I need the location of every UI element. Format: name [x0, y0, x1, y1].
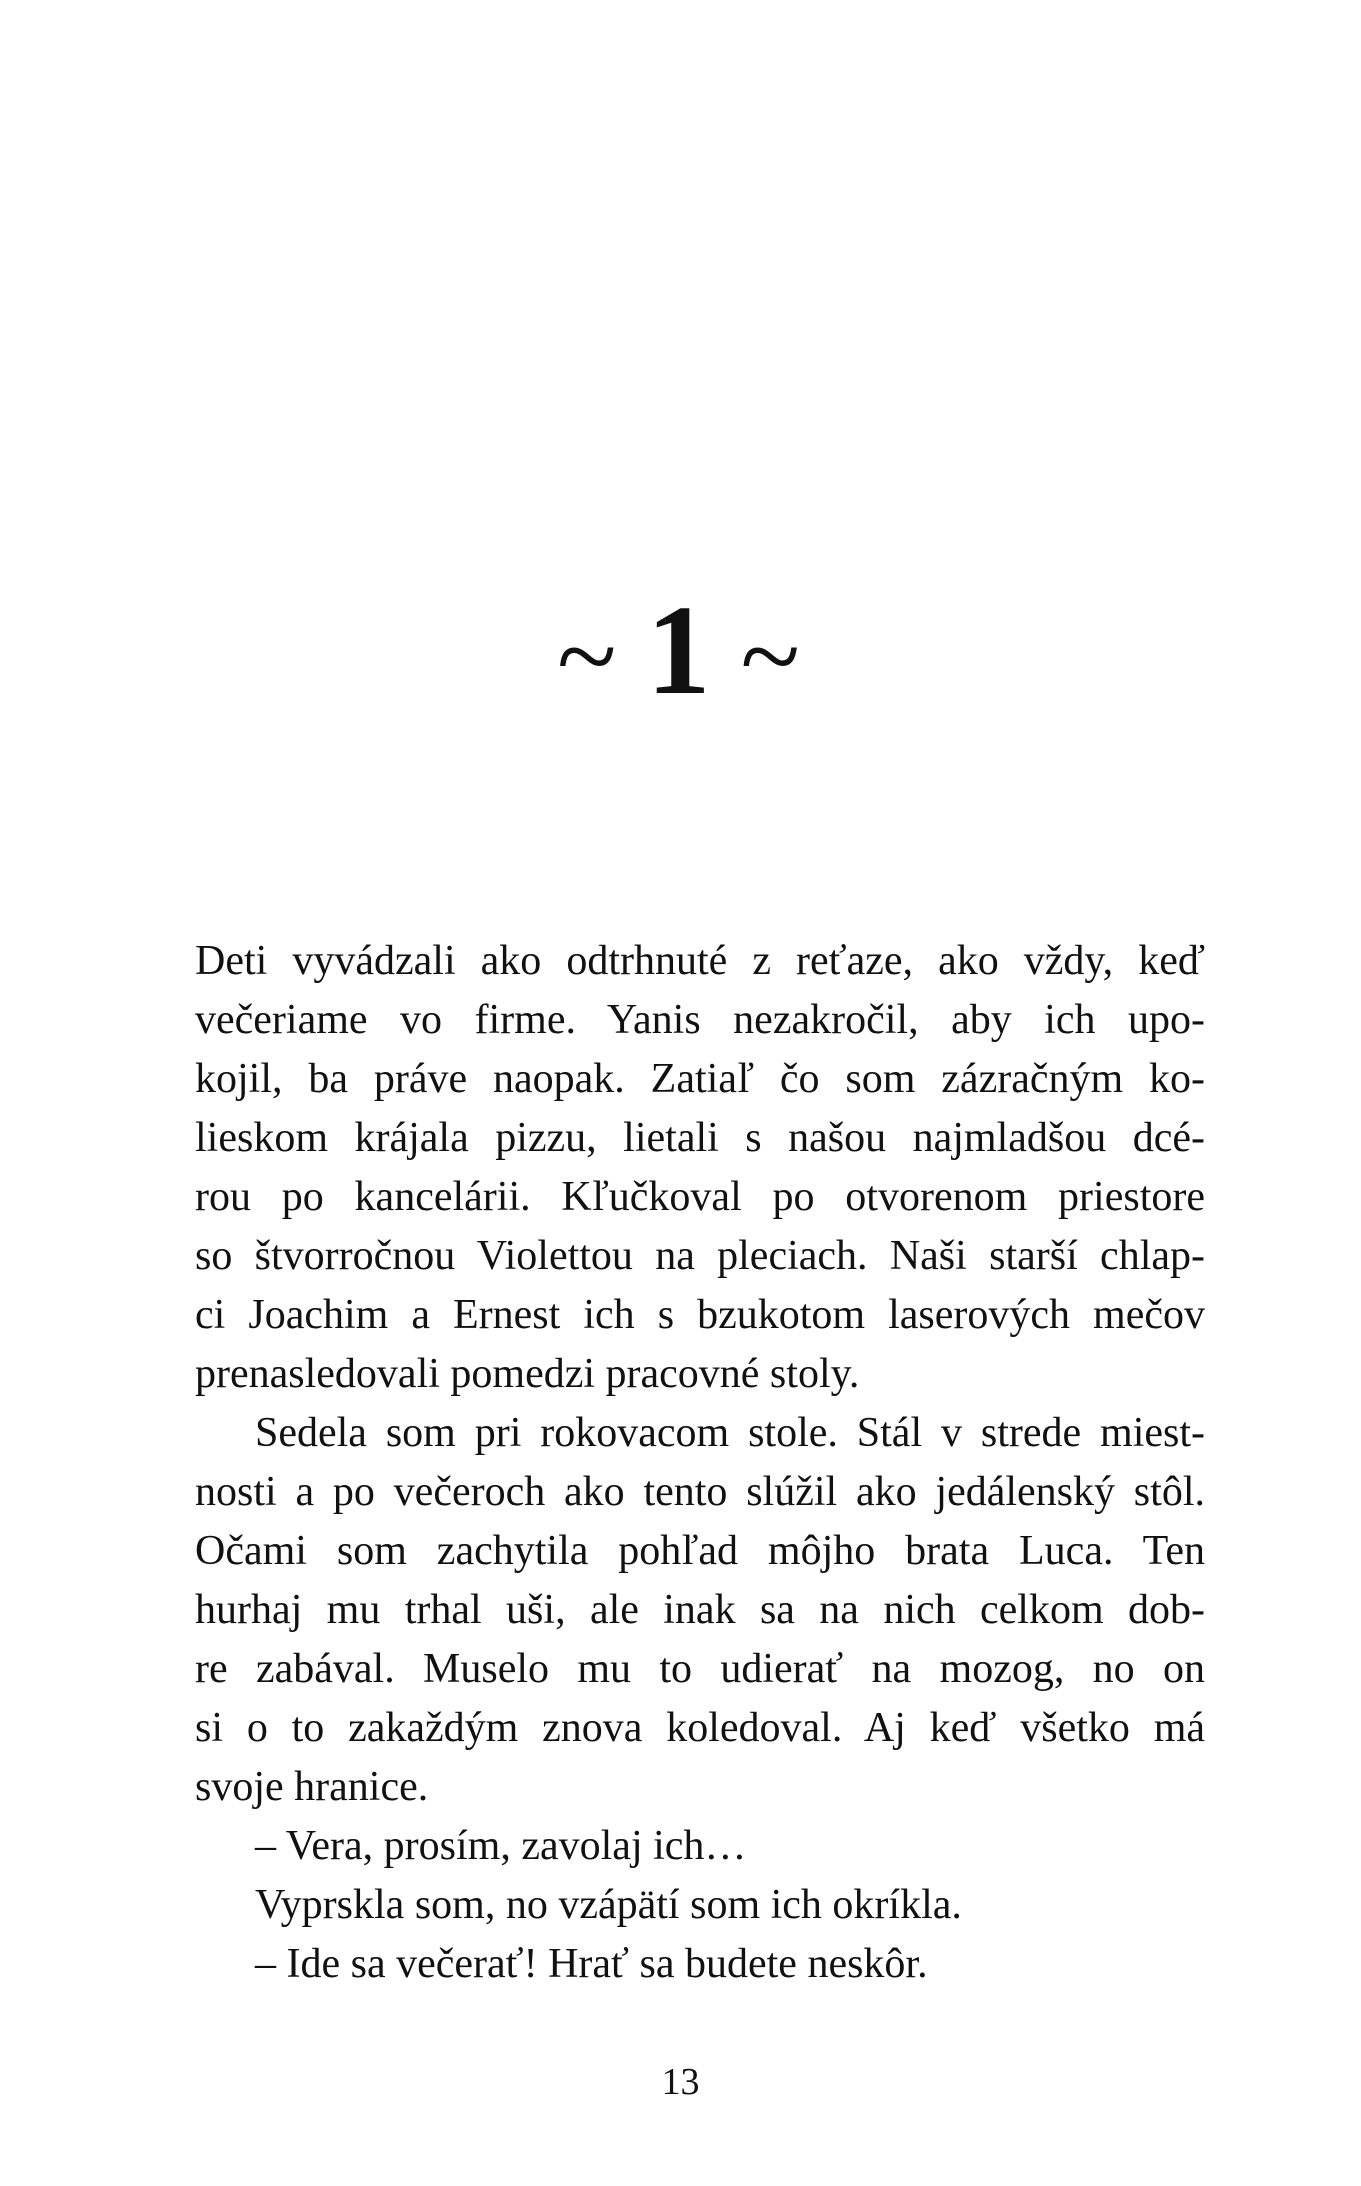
chapter-body-text [195, 932, 1205, 1994]
text-line: kojil, ba práve naopak. Zatiaľ čo som zázračným ko- [195, 1056, 1205, 1102]
text-line: prenasledovali pomedzi pracovné stoly. [195, 1351, 860, 1397]
text-line: – Ide sa večerať! Hrať sa budete neskôr. [255, 1941, 928, 1987]
paragraph [195, 932, 1205, 1404]
chapter-heading [0, 575, 1361, 739]
text-line: so štvorročnou Violettou na pleciach. Naši starší chlap- [195, 1233, 1205, 1279]
text-line: – Vera, prosím, zavolaj ich… [255, 1823, 747, 1869]
text-line: nosti a po večeroch ako tento slúžil ako jedálenský stôl. [195, 1469, 1205, 1515]
text-line: Očami som zachytila pohľad môjho brata Luca. Ten [195, 1528, 1205, 1574]
text-line: lieskom krájala pizzu, lietali s našou najmladšou dcé- [195, 1115, 1205, 1161]
text-line: Vyprskla som, no vzápätí som ich okríkla. [255, 1882, 962, 1928]
page-number: 13 [661, 2061, 700, 2103]
paragraph [195, 1876, 1205, 1935]
text-line: rou po kancelárii. Kľučkoval po otvorenom priestore [195, 1174, 1205, 1220]
chapter-tilde-right: ~ [740, 594, 805, 717]
chapter-number: 1 [646, 579, 715, 721]
paragraph [195, 1404, 1205, 1817]
dialogue-paragraph [195, 1817, 1205, 1876]
text-line: Sedela som pri rokovacom stole. Stál v strede miest- [255, 1410, 1205, 1456]
text-line: re zabával. Muselo mu to udierať na mozog, no on [195, 1646, 1205, 1692]
text-line: si o to zakaždým znova koledoval. Aj keď všetko má [195, 1705, 1205, 1751]
text-line: ci Joachim a Ernest ich s bzukotom laserových mečov [195, 1292, 1205, 1338]
dialogue-paragraph [195, 1935, 1205, 1994]
text-line: Deti vyvádzali ako odtrhnuté z reťaze, ako vždy, keď [195, 938, 1205, 984]
text-line: hurhaj mu trhal uši, ale inak sa na nich celkom dob- [195, 1587, 1205, 1633]
text-line: večeriame vo firme. Yanis nezakročil, aby ich upo- [195, 997, 1205, 1043]
chapter-tilde-left: ~ [556, 594, 621, 717]
text-line: svoje hranice. [195, 1764, 429, 1810]
